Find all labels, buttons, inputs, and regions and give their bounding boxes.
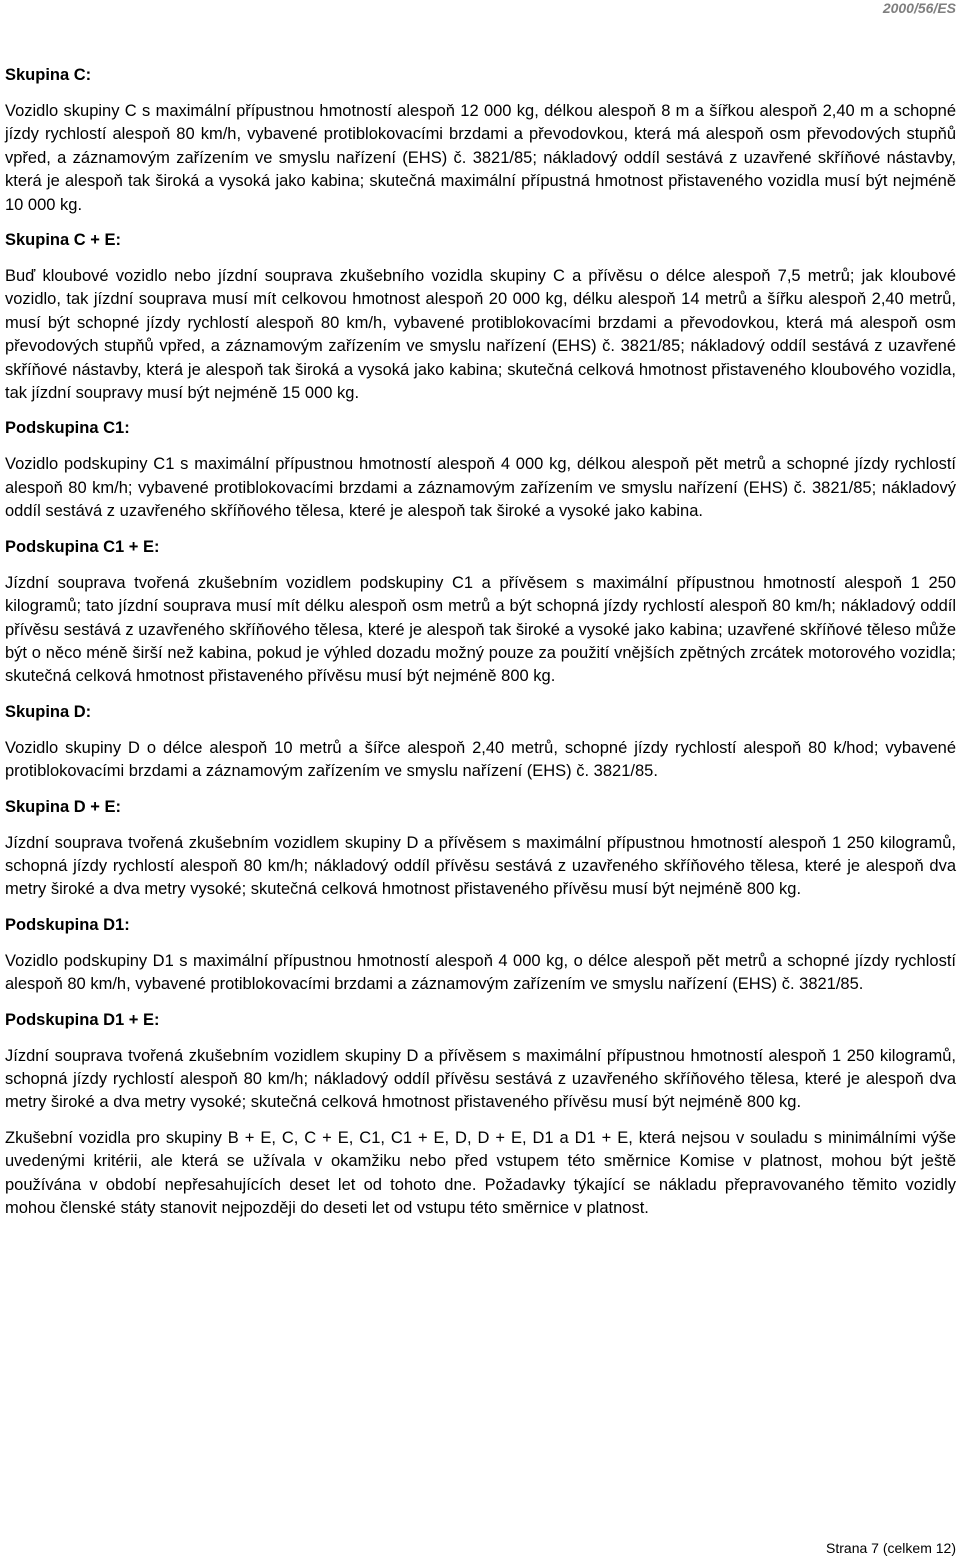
section-paragraph: Buď kloubové vozidlo nebo jízdní souprava zkušebního vozidla skupiny C a přívěsu o délce alespoň 7,5 metrů; jak kloubové vozidlo, tak jízdní souprava musí mít celkovou hmotnost alespoň 20 000 kg, délku alespoň 14 metrů a šířku alespoň 2,40 metrů, musí být schopné jízdy rychlostí alespoň 80 km/h, vybavené protiblokovacími brzdami a převodovkou, která má alespoň osm převodových stupňů vpřed, a záznamovým zařízením ve smyslu nařízení (EHS) č. 3821/85; nákladový oddíl sestává z uzavřené skříňové nástavby, která je alespoň tak široká a vysoká jako kabina; skutečná celková hmotnost přistaveného kloubového vozidla, tak jízdní soupravy musí být nejméně 15 000 kg.	[5, 267, 956, 403]
section-paragraph: Vozidlo podskupiny C1 s maximální přípustnou hmotností alespoň 4 000 kg, délkou alespoň pět metrů a schopné jízdy rychlostí alespoň 80 km/h; vybavené protiblokovacími brzdami a záznamovým zařízením ve smyslu nařízení (EHS) č. 3821/85; nákladový oddíl sestává z uzavřeného skříňového tělesa, které je alespoň tak široké a vysoké jako kabina.	[5, 455, 956, 521]
section-paragraph: Jízdní souprava tvořená zkušebním vozidlem skupiny D a přívěsem s maximální přípustnou hmotností alespoň 1 250 kilogramů, schopná jízdy rychlostí alespoň 80 km/h; nákladový oddíl přívěsu sestává z uzavřeného skříňového tělesa, které je alespoň dva metry široké a dva metry vysoké; skutečná celková hmotnost přistaveného přívěsu musí být nejméně 800 kg.	[5, 1046, 956, 1112]
section-skupina-c	[5, 64, 956, 217]
section-paragraph: Vozidlo skupiny C s maximální přípustnou hmotností alespoň 12 000 kg, délkou alespoň 8 m a šířkou alespoň 2,40 m a schopné jízdy rychlostí alespoň 80 km/h, vybavené protiblokovacími brzdami a převodovkou, která má alespoň osm převodových stupňů vpřed, a záznamovým zařízením ve smyslu nařízení (EHS) č. 3821/85; nákladový oddíl sestává z uzavřené skříňové nástavby, která je alespoň tak široká a vysoká jako kabina; skutečná maximální přípustná hmotnost přistaveného vozidla musí být nejméně 10 000 kg.	[5, 102, 956, 214]
closing-paragraph: Zkušební vozidla pro skupiny B + E, C, C + E, C1, C1 + E, D, D + E, D1 a D1 + E, která nejsou v souladu s minimálními výše uvedenými kritérii, ale která se užívala v okamžiku nebo před vstupem této směrnice Komise v platnost, mohou být ještě používána v období nepřesahujících deset let od tohoto dne. Požadavky týkající se nákladu přepravovaného těmito vozidly mohou členské státy stanovit nejpozději do deseti let od vstupu této směrnice v platnost.	[5, 1128, 956, 1217]
section-skupina-d-e	[5, 796, 956, 902]
document-reference: 2000/56/ES	[882, 0, 956, 16]
section-paragraph: Vozidlo podskupiny D1 s maximální přípustnou hmotností alespoň 4 000 kg, o délce alespoň pět metrů a schopné jízdy rychlostí alespoň 80 km/h, vybavené protiblokovacími brzdami a záznamovým zařízením ve smyslu nařízení (EHS) č. 3821/85.	[5, 951, 956, 994]
section-heading: Podskupina C1:	[5, 419, 130, 438]
section-heading: Podskupina C1 + E:	[5, 537, 160, 556]
section-paragraph: Vozidlo skupiny D o délce alespoň 10 metrů a šířce alespoň 2,40 metrů, schopné jízdy rychlostí alespoň 80 k/hod; vybavené protiblokovacími brzdami a záznamovým zařízením ve smyslu nařízení (EHS) č. 3821/85.	[5, 738, 956, 781]
section-paragraph: Jízdní souprava tvořená zkušebním vozidlem podskupiny C1 a přívěsem s maximální přípustnou hmotností alespoň 1 250 kilogramů; tato jízdní souprava musí mít délku alespoň osm metrů a být schopná jízdy rychlostí alespoň 80 km/h; nákladový oddíl přívěsu sestává z uzavřeného skříňového tělesa, které je alespoň tak široké a vysoké jako kabina; uzavřené skříňové těleso může být o něco méně širší než kabina, pokud je výhled dozadu možný pouze za použití vnějších zpětných zrcátek motorového vozidla; skutečná celková hmotnost přistaveného přívěsu musí být nejméně 800 kg.	[5, 573, 956, 686]
document-body	[5, 64, 956, 1232]
section-heading: Skupina C + E:	[5, 231, 121, 250]
section-skupina-c-e	[5, 229, 956, 405]
section-podskupina-d1	[5, 914, 956, 997]
section-paragraph: Jízdní souprava tvořená zkušebním vozidlem skupiny D a přívěsem s maximální přípustnou hmotností alespoň 1 250 kilogramů, schopná jízdy rychlostí alespoň 80 km/h; nákladový oddíl přívěsu sestává z uzavřeného skříňového tělesa, které je alespoň dva metry široké a dva metry vysoké; skutečná celková hmotnost přistaveného přívěsu musí být nejméně 800 kg.	[5, 833, 956, 899]
section-skupina-d	[5, 701, 956, 784]
section-podskupina-c1	[5, 417, 956, 523]
page-number: Strana 7 (celkem 12)	[826, 1540, 956, 1556]
section-podskupina-c1-e	[5, 536, 956, 689]
section-podskupina-d1-e	[5, 1009, 956, 1115]
section-heading: Skupina D + E:	[5, 797, 121, 816]
section-heading: Podskupina D1:	[5, 915, 130, 934]
section-heading: Skupina D:	[5, 702, 92, 721]
section-heading: Skupina C:	[5, 66, 92, 84]
section-heading: Podskupina D1 + E:	[5, 1010, 160, 1029]
